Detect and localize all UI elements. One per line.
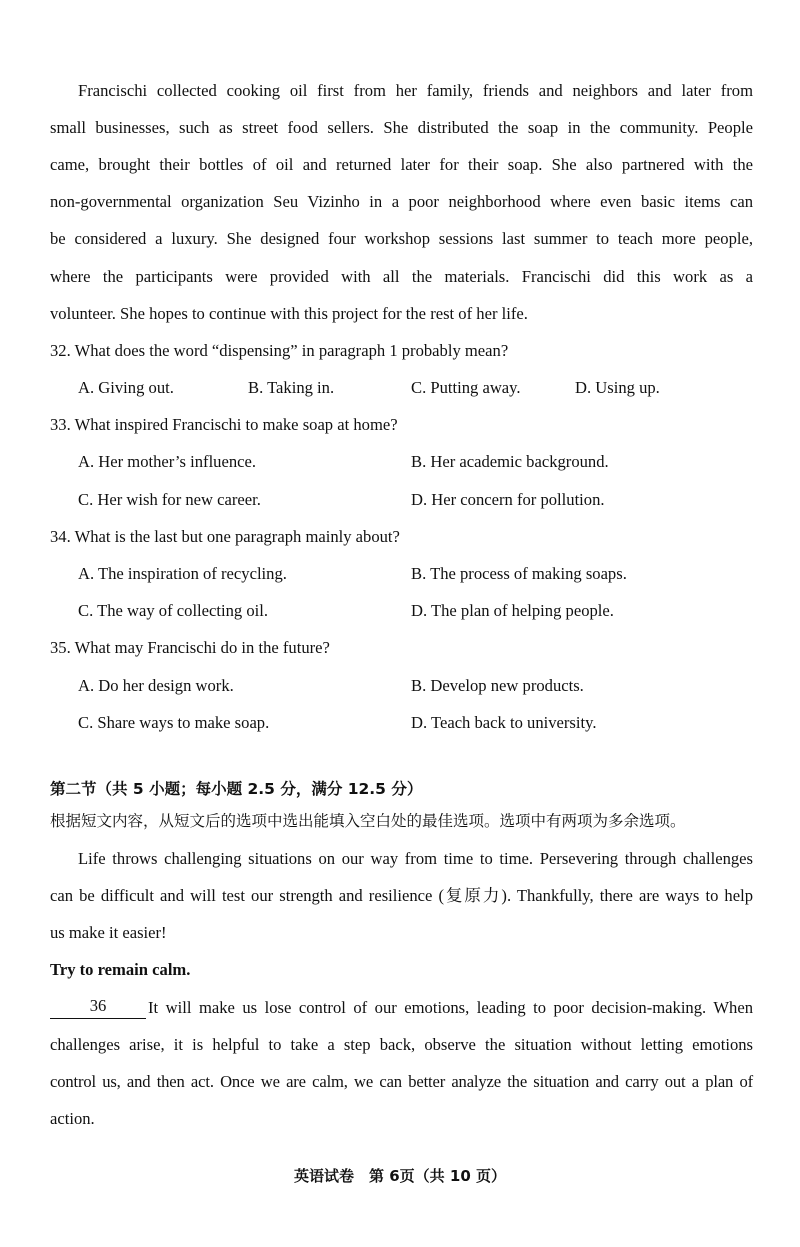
question-stem: 32. What does the word “dispensing” in paragraph 1 probably mean? (50, 341, 509, 360)
option-c: C. Her wish for new career. (78, 490, 261, 509)
subheading: Try to remain calm. (50, 960, 191, 979)
option-d: D. Teach back to university. (411, 713, 597, 732)
intro-line: Life throws challenging situations on our way from time to time. Persevering through challenges (78, 849, 753, 868)
option-c: C. The way of collecting oil. (78, 601, 269, 620)
question-stem: 33. What inspired Francischi to make soap at home? (50, 415, 398, 434)
para-line: challenges arise, it is helpful to take a step back, observe the situation without letting emotions (50, 1035, 753, 1054)
section-instruction: 根据短文内容，从短文后的选项中选出能填入空白处的最佳选项。选项中有两项为多余选项。 (50, 812, 686, 830)
passage-line: volunteer. She hopes to continue with this project for the rest of her life. (50, 304, 528, 323)
option-a: A. Do her design work. (78, 676, 234, 695)
intro-line: can be difficult and will test our strength and resilience (复原力). Thankfully, there are ways to help (50, 886, 753, 905)
option-a: A. Giving out. (78, 378, 174, 397)
intro-line: us make it easier! (50, 923, 167, 942)
para-line: control us, and then act. Once we are calm, we can better analyze the situation and carry out a plan of (50, 1072, 753, 1091)
para-line-first (50, 997, 753, 1019)
page-footer: 英语试卷 第 6页（共 10 页） (294, 1167, 506, 1185)
para-line: It will make us lose control of our emotions, leading to poor decision-making. When (148, 998, 753, 1017)
option-a: A. Her mother’s influence. (78, 452, 257, 471)
blank-36: 36 (50, 997, 146, 1019)
option-d: D. The plan of helping people. (411, 601, 614, 620)
option-b: B. Taking in. (248, 378, 335, 397)
passage-line: be considered a luxury. She designed four workshop sessions last summer to teach more people, (50, 229, 753, 248)
passage-line: came, brought their bottles of oil and returned later for their soap. She also partnered with the (50, 155, 753, 174)
option-c: C. Putting away. (411, 378, 521, 397)
option-a: A. The inspiration of recycling. (78, 564, 287, 583)
para-line: action. (50, 1109, 95, 1128)
option-c: C. Share ways to make soap. (78, 713, 270, 732)
section-heading: 第二节（共 5 小题；每小题 2.5 分，满分 12.5 分） (50, 780, 423, 798)
option-b: B. Her academic background. (411, 452, 609, 471)
option-b: B. The process of making soaps. (411, 564, 627, 583)
option-b: B. Develop new products. (411, 676, 584, 695)
passage-line: Francischi collected cooking oil first from her family, friends and neighbors and later from (78, 81, 753, 100)
passage-line: where the participants were provided with all the materials. Francischi did this work as a (50, 267, 753, 286)
question-stem: 35. What may Francischi do in the future? (50, 638, 330, 657)
option-d: D. Her concern for pollution. (411, 490, 605, 509)
passage-line: small businesses, such as street food sellers. She distributed the soap in the community. People (50, 118, 753, 137)
option-d: D. Using up. (575, 378, 660, 397)
question-stem: 34. What is the last but one paragraph mainly about? (50, 527, 400, 546)
passage-line: non-governmental organization Seu Vizinho in a poor neighborhood where even basic items can (50, 192, 753, 211)
